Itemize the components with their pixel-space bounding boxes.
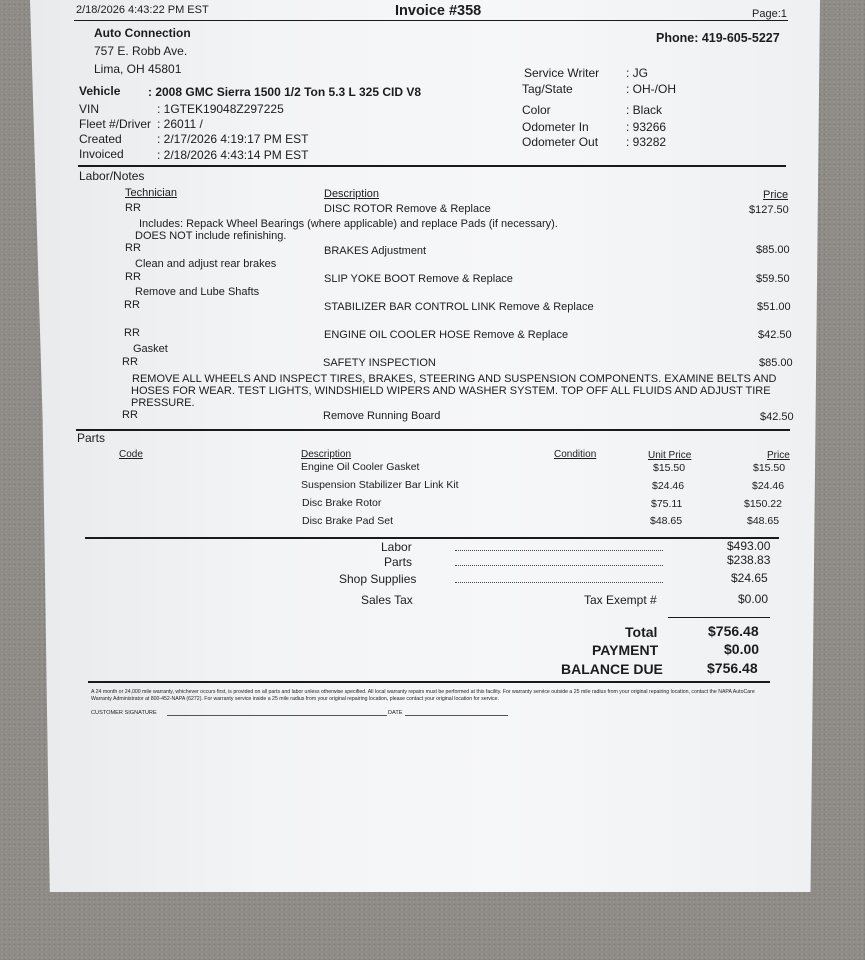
- payment-value: $0.00: [724, 641, 760, 657]
- odometer-in-value: : 93266: [626, 120, 667, 134]
- labor-col-technician: Technician: [125, 187, 177, 199]
- vehicle-rule: [78, 165, 786, 167]
- service-writer-label: Service Writer: [524, 66, 600, 80]
- invoiced-label: Invoiced: [79, 147, 124, 161]
- vehicle-label: Vehicle: [79, 84, 121, 98]
- parts-col-condition: Condition: [554, 449, 597, 460]
- shop-supplies-label: Shop Supplies: [339, 572, 417, 586]
- parts-total-value: $238.83: [727, 553, 771, 567]
- labor-note: DOES NOT include refinishing.: [135, 230, 287, 242]
- parts-section-title: Parts: [77, 431, 106, 445]
- shop-address-line2: Lima, OH 45801: [94, 62, 182, 76]
- vin-label: VIN: [79, 102, 100, 116]
- labor-tech: RR: [125, 271, 141, 283]
- total-value: $756.48: [708, 623, 759, 639]
- labor-tech: RR: [124, 299, 140, 311]
- labor-price: $42.50: [760, 411, 794, 423]
- labor-note: Clean and adjust rear brakes: [135, 258, 277, 270]
- fleet-value: : 26011 /: [157, 117, 203, 131]
- labor-note: Includes: Repack Wheel Bearings (where applicable) and replace Pads (if necessary).: [139, 218, 558, 230]
- parts-total-leader: [455, 565, 663, 566]
- labor-price: $51.00: [757, 301, 791, 313]
- labor-price: $127.50: [749, 204, 789, 216]
- odometer-in-label: Odometer In: [522, 120, 589, 134]
- invoice-paper: [30, 0, 820, 892]
- part-price: $24.46: [752, 480, 785, 492]
- labor-description: BRAKES Adjustment: [324, 245, 427, 257]
- part-price: $150.22: [744, 498, 782, 510]
- labor-note: PRESSURE.: [131, 397, 195, 409]
- labor-description: ENGINE OIL COOLER HOSE Remove & Replace: [324, 329, 569, 341]
- payment-label: PAYMENT: [592, 642, 659, 658]
- sales-tax-label: Sales Tax: [361, 593, 413, 607]
- labor-total-label: Labor: [381, 540, 412, 554]
- labor-note: REMOVE ALL WHEELS AND INSPECT TIRES, BRAKES, STEERING AND SUSPENSION COMPONENTS. EXAMINE BELTS AND: [132, 373, 777, 385]
- labor-tech: RR: [125, 242, 141, 254]
- balance-due-label: BALANCE DUE: [561, 661, 663, 677]
- labor-description: DISC ROTOR Remove & Replace: [324, 203, 491, 215]
- totals-rule: [668, 617, 770, 618]
- labor-rule: [76, 429, 790, 431]
- sales-tax-value: $0.00: [738, 592, 769, 606]
- part-unit-price: $48.65: [650, 515, 683, 527]
- date-line: [405, 715, 508, 716]
- labor-tech: RR: [122, 356, 138, 368]
- signature-line: [167, 715, 387, 716]
- invoiced-value: : 2/18/2026 4:43:14 PM EST: [157, 148, 309, 162]
- fleet-label: Fleet #/Driver: [79, 117, 152, 131]
- invoice-title: Invoice #358: [395, 3, 482, 19]
- tag-state-value: : OH-/OH: [626, 82, 676, 96]
- labor-price: $85.00: [756, 244, 790, 256]
- service-writer-value: : JG: [626, 66, 649, 80]
- shop-name: Auto Connection: [94, 26, 191, 40]
- part-description: Disc Brake Pad Set: [302, 515, 394, 527]
- part-description: Disc Brake Rotor: [302, 497, 382, 509]
- created-label: Created: [79, 132, 122, 146]
- labor-note: HOSES FOR WEAR. TEST LIGHTS, WINDSHIELD WIPERS AND WASHER SYSTEM. TOP OFF ALL FLUIDS AND ADJUST TIRE: [131, 385, 771, 397]
- shop-supplies-value: $24.65: [731, 571, 768, 585]
- printed-timestamp: 2/18/2026 4:43:22 PM EST: [76, 4, 209, 16]
- part-price: $15.50: [753, 462, 786, 474]
- part-unit-price: $75.11: [651, 498, 683, 510]
- parts-total-label: Parts: [384, 555, 413, 569]
- part-unit-price: $15.50: [653, 462, 686, 474]
- odometer-out-value: : 93282: [626, 135, 667, 149]
- color-value: : Black: [626, 103, 663, 117]
- labor-description: SLIP YOKE BOOT Remove & Replace: [324, 273, 513, 285]
- tax-exempt-label: Tax Exempt #: [584, 593, 657, 607]
- parts-col-price: Price: [767, 450, 790, 461]
- parts-col-description: Description: [301, 449, 352, 460]
- total-label: Total: [625, 624, 658, 640]
- shop-supplies-leader: [455, 582, 663, 583]
- labor-total-value: $493.00: [727, 539, 771, 553]
- labor-price: $85.00: [759, 357, 793, 369]
- shop-phone: Phone: 419-605-5227: [656, 31, 780, 45]
- labor-col-price: Price: [763, 189, 789, 201]
- part-description: Engine Oil Cooler Gasket: [301, 461, 420, 473]
- labor-price: $59.50: [756, 273, 790, 285]
- odometer-out-label: Odometer Out: [522, 135, 599, 149]
- labor-description: SAFETY INSPECTION: [323, 357, 436, 369]
- labor-price: $42.50: [758, 329, 792, 341]
- page-number: Page:1: [752, 8, 787, 20]
- date-label: DATE: [388, 710, 403, 716]
- parts-col-code: Code: [119, 449, 143, 460]
- customer-signature-label: CUSTOMER SIGNATURE: [91, 710, 157, 716]
- labor-section-title: Labor/Notes: [79, 169, 145, 183]
- parts-rule: [85, 537, 779, 539]
- labor-note: Gasket: [133, 343, 168, 355]
- balance-due-value: $756.48: [707, 660, 758, 676]
- part-description: Suspension Stabilizer Bar Link Kit: [301, 479, 459, 491]
- tag-state-label: Tag/State: [522, 82, 573, 96]
- labor-note: Remove and Lube Shafts: [135, 286, 260, 298]
- labor-tech: RR: [125, 202, 141, 214]
- parts-col-unit-price: Unit Price: [648, 450, 692, 461]
- labor-tech: RR: [122, 409, 138, 421]
- warranty-text: A 24 month or 24,000 mile warranty, whichever occurs first, is provided on all parts and labor unless otherwise specified. All local warranty repairs must be performed at this facility. For warranty service outside a 25 mile radius from your original repairing location, contact the NAPA AutoCare Warranty Administrator at 800-452-NAPA (6272). For warranty service inside a 25 mile radius from your original repairing location, please contact your original location for service.: [91, 689, 755, 702]
- header-rule: [74, 20, 788, 21]
- part-unit-price: $24.46: [652, 480, 685, 492]
- labor-tech: RR: [124, 327, 140, 339]
- created-value: : 2/17/2026 4:19:17 PM EST: [157, 132, 309, 146]
- color-label: Color: [522, 103, 551, 117]
- labor-col-description: Description: [324, 188, 380, 200]
- footer-rule: [88, 681, 770, 683]
- labor-total-leader: [455, 550, 663, 551]
- labor-description: STABILIZER BAR CONTROL LINK Remove & Replace: [324, 301, 594, 313]
- part-price: $48.65: [747, 515, 780, 527]
- vehicle-value: : 2008 GMC Sierra 1500 1/2 Ton 5.3 L 325 CID V8: [148, 85, 422, 99]
- shop-address-line1: 757 E. Robb Ave.: [94, 44, 188, 58]
- labor-description: Remove Running Board: [323, 410, 441, 422]
- vin-value: : 1GTEK19048Z297225: [157, 102, 284, 116]
